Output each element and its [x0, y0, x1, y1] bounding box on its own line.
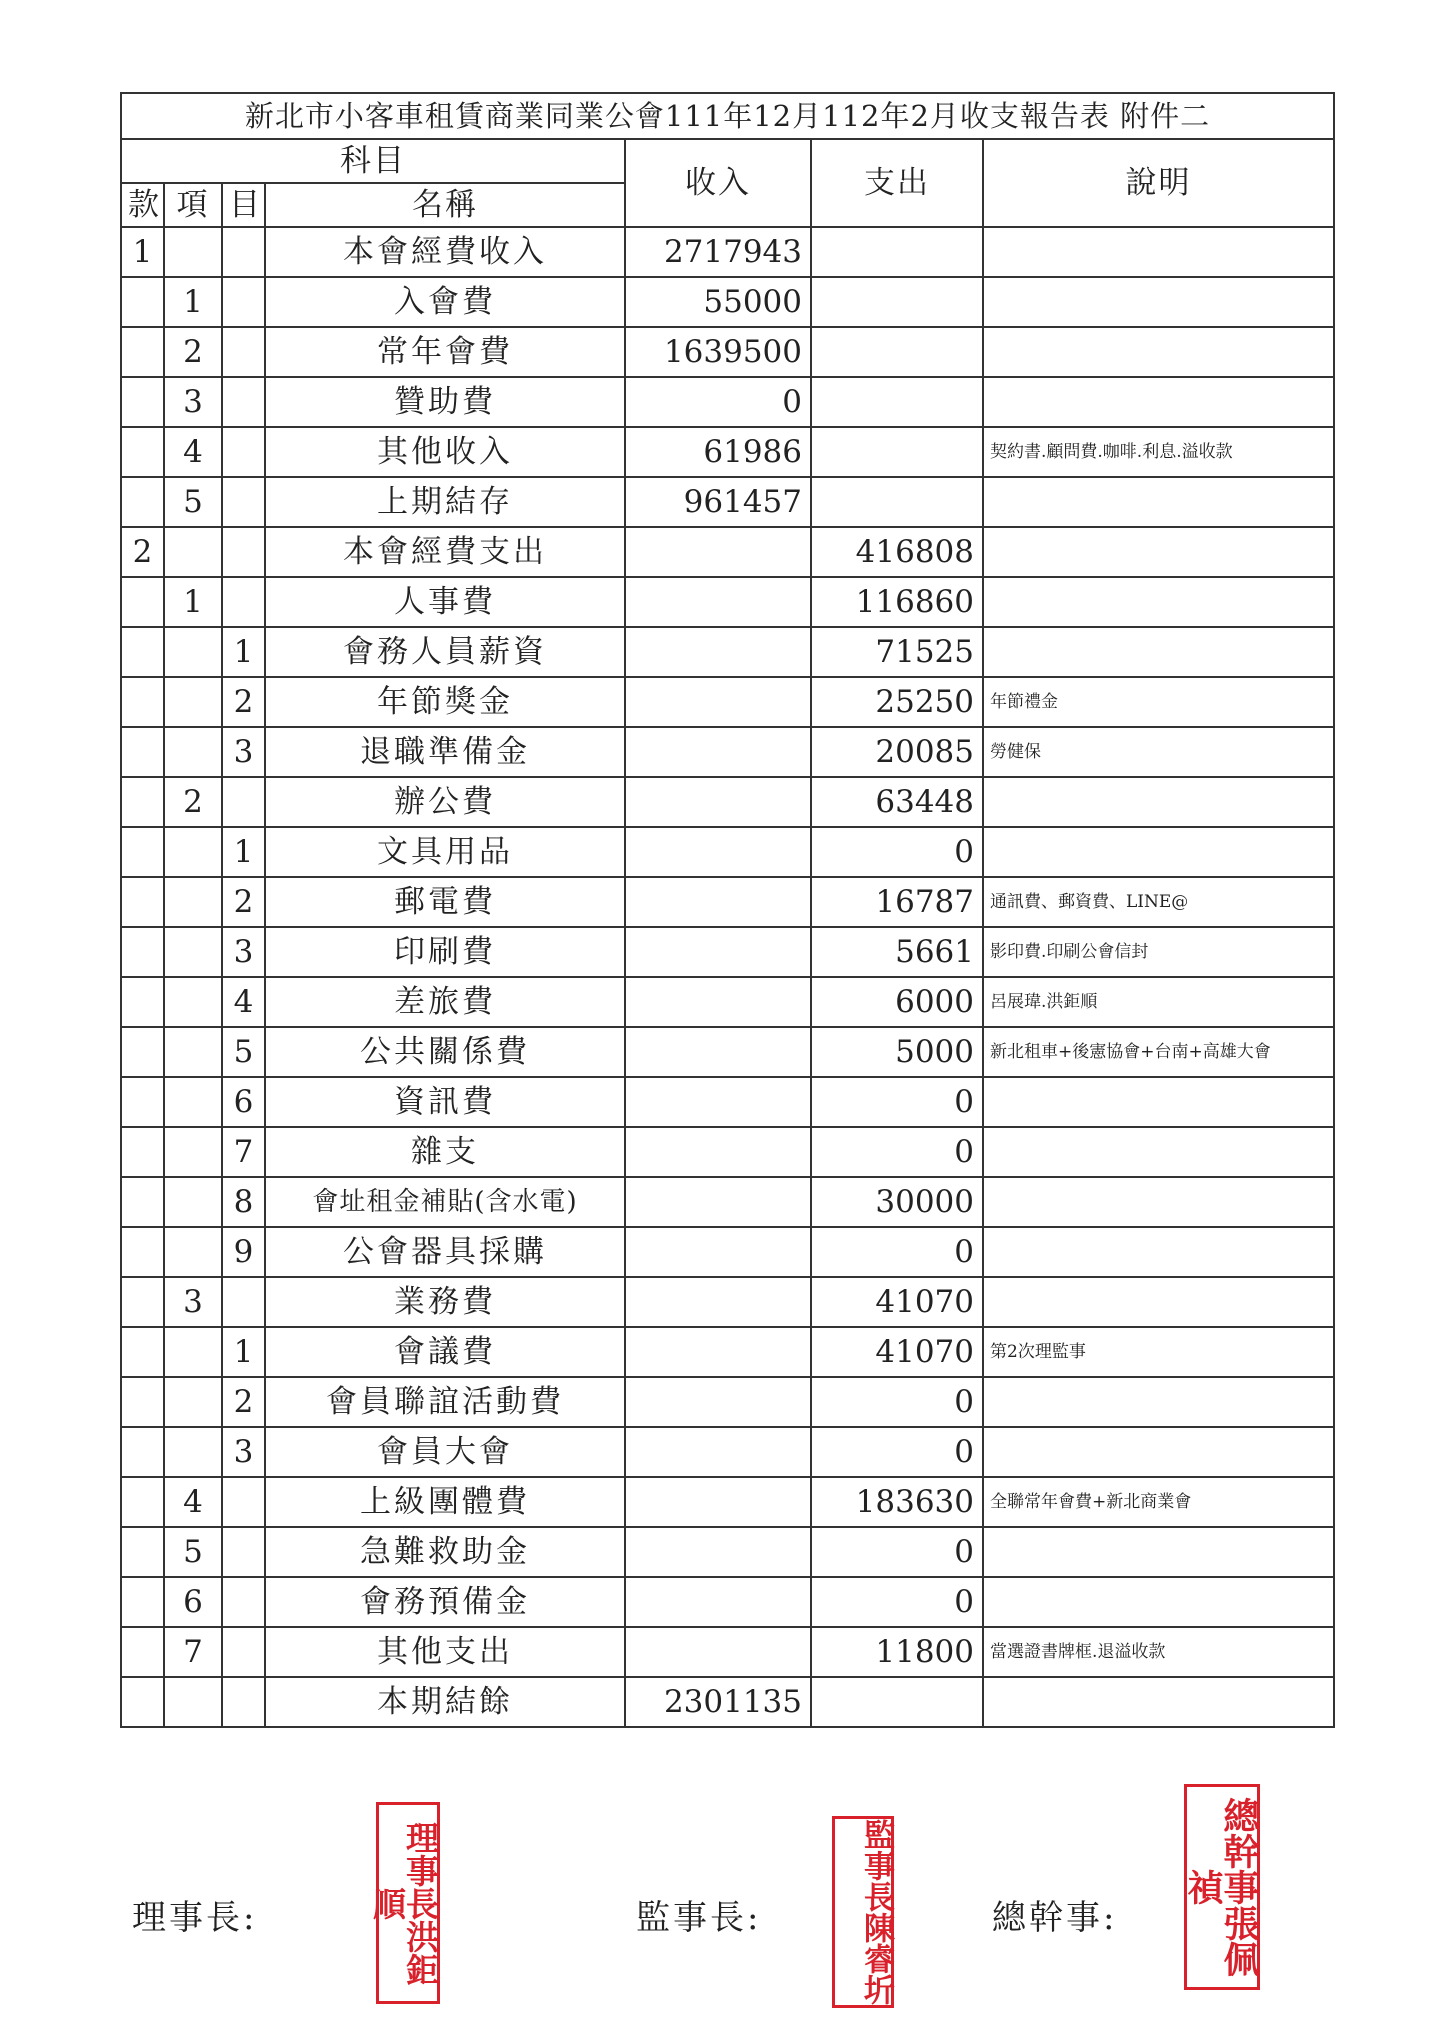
kuan-cell [121, 677, 164, 727]
note-cell [983, 277, 1334, 327]
income-cell [625, 627, 811, 677]
xiang-cell: 1 [164, 277, 222, 327]
table-row [121, 1427, 1334, 1477]
income-cell [625, 877, 811, 927]
table-row [121, 1277, 1334, 1327]
expense-cell: 0 [811, 1377, 983, 1427]
note-cell [983, 1377, 1334, 1427]
kuan-cell [121, 1527, 164, 1577]
note-cell [983, 477, 1334, 527]
kuan-cell [121, 627, 164, 677]
expense-cell: 71525 [811, 627, 983, 677]
kuan-cell [121, 1227, 164, 1277]
expense-cell: 0 [811, 1077, 983, 1127]
table-row [121, 727, 1334, 777]
note-cell [983, 1677, 1334, 1727]
table-row [121, 1377, 1334, 1427]
expense-cell: 11800 [811, 1627, 983, 1677]
mu-cell: 4 [222, 977, 265, 1027]
expense-cell [811, 227, 983, 277]
table-row [121, 577, 1334, 627]
note-cell: 新北租車+後憲協會+台南+高雄大會 [983, 1027, 1334, 1077]
income-cell [625, 1577, 811, 1627]
xiang-cell [164, 977, 222, 1027]
xiang-cell [164, 927, 222, 977]
expense-cell: 416808 [811, 527, 983, 577]
note-cell [983, 327, 1334, 377]
income-cell: 2717943 [625, 227, 811, 277]
xiang-cell [164, 227, 222, 277]
name-cell: 會員聯誼活動費 [265, 1377, 625, 1427]
expense-cell: 5000 [811, 1027, 983, 1077]
table-row [121, 1027, 1334, 1077]
kuan-cell [121, 1027, 164, 1077]
mu-cell: 9 [222, 1227, 265, 1277]
xiang-cell: 3 [164, 377, 222, 427]
expense-cell: 41070 [811, 1327, 983, 1377]
xiang-cell: 2 [164, 327, 222, 377]
mu-cell: 3 [222, 927, 265, 977]
xiang-cell [164, 1177, 222, 1227]
name-cell: 年節獎金 [265, 677, 625, 727]
note-cell [983, 527, 1334, 577]
table-row [121, 777, 1334, 827]
income-header: 收入 [625, 139, 811, 227]
income-cell [625, 1427, 811, 1477]
name-cell: 其他收入 [265, 427, 625, 477]
income-cell [625, 977, 811, 1027]
xiang-cell [164, 1077, 222, 1127]
expense-cell [811, 427, 983, 477]
xiang-cell: 4 [164, 1477, 222, 1527]
xiang-cell [164, 827, 222, 877]
mu-cell: 7 [222, 1127, 265, 1177]
income-cell: 961457 [625, 477, 811, 527]
name-cell: 其他支出 [265, 1627, 625, 1677]
name-cell: 急難救助金 [265, 1527, 625, 1577]
supervisor-stamp: 監事長陳睿圻 [832, 1816, 894, 2008]
xiang-cell: 1 [164, 577, 222, 627]
kuan-cell [121, 1677, 164, 1727]
name-cell: 郵電費 [265, 877, 625, 927]
kuan-cell [121, 827, 164, 877]
expense-cell: 5661 [811, 927, 983, 977]
note-cell [983, 1427, 1334, 1477]
income-cell [625, 1377, 811, 1427]
xiang-cell [164, 1327, 222, 1377]
note-cell [983, 1577, 1334, 1627]
expense-cell: 116860 [811, 577, 983, 627]
name-cell: 會址租金補貼(含水電) [265, 1177, 625, 1227]
expense-cell [811, 1677, 983, 1727]
name-cell: 辦公費 [265, 777, 625, 827]
mu-cell [222, 427, 265, 477]
income-cell: 61986 [625, 427, 811, 477]
name-cell: 入會費 [265, 277, 625, 327]
note-cell: 呂展瑋.洪鉅順 [983, 977, 1334, 1027]
income-cell [625, 1477, 811, 1527]
income-cell [625, 527, 811, 577]
name-cell: 本會經費支出 [265, 527, 625, 577]
mu-cell [222, 327, 265, 377]
table-row [121, 1327, 1334, 1377]
kuan-cell [121, 777, 164, 827]
kuan-cell [121, 1327, 164, 1377]
table-row [121, 1627, 1334, 1677]
note-cell [983, 1227, 1334, 1277]
table-row [121, 1077, 1334, 1127]
name-cell: 人事費 [265, 577, 625, 627]
note-header: 說明 [983, 139, 1334, 227]
expense-cell: 25250 [811, 677, 983, 727]
kuan-cell [121, 927, 164, 977]
xiang-cell [164, 727, 222, 777]
mu-header: 目 [222, 183, 265, 227]
note-cell [983, 1127, 1334, 1177]
name-cell: 業務費 [265, 1277, 625, 1327]
income-cell [625, 1227, 811, 1277]
table-row [121, 877, 1334, 927]
xiang-header: 項 [164, 183, 222, 227]
note-cell: 全聯常年會費+新北商業會 [983, 1477, 1334, 1527]
kuan-cell [121, 577, 164, 627]
supervisor-label: 監事長: [636, 1898, 762, 1938]
name-cell: 會員大會 [265, 1427, 625, 1477]
kuan-cell [121, 477, 164, 527]
table-row [121, 1527, 1334, 1577]
mu-cell [222, 477, 265, 527]
income-cell [625, 927, 811, 977]
table-row [121, 1127, 1334, 1177]
chairman-stamp: 理事長洪鉅順 [376, 1802, 440, 2004]
name-cell: 資訊費 [265, 1077, 625, 1127]
expense-cell: 0 [811, 1427, 983, 1477]
note-cell: 年節禮金 [983, 677, 1334, 727]
note-cell [983, 377, 1334, 427]
chairman-label: 理事長: [132, 1898, 258, 1938]
xiang-cell [164, 1427, 222, 1477]
secretary-stamp: 總幹事張佩禎 [1184, 1784, 1260, 1990]
income-cell [625, 1527, 811, 1577]
table-row [121, 327, 1334, 377]
name-cell: 贊助費 [265, 377, 625, 427]
income-cell: 55000 [625, 277, 811, 327]
mu-cell: 1 [222, 827, 265, 877]
expense-cell: 16787 [811, 877, 983, 927]
income-cell [625, 1027, 811, 1077]
xiang-cell [164, 1027, 222, 1077]
mu-cell: 8 [222, 1177, 265, 1227]
xiang-cell [164, 877, 222, 927]
mu-cell [222, 1277, 265, 1327]
kuan-cell [121, 977, 164, 1027]
kuan-cell [121, 1577, 164, 1627]
expense-header: 支出 [811, 139, 983, 227]
kuan-cell [121, 727, 164, 777]
name-header: 名稱 [265, 183, 625, 227]
kuan-cell [121, 1377, 164, 1427]
income-cell [625, 1277, 811, 1327]
note-cell [983, 1077, 1334, 1127]
expense-cell: 30000 [811, 1177, 983, 1227]
expense-cell: 0 [811, 827, 983, 877]
xiang-cell [164, 677, 222, 727]
mu-cell [222, 1627, 265, 1677]
table-row [121, 377, 1334, 427]
note-cell: 契約書.顧問費.咖啡.利息.溢收款 [983, 427, 1334, 477]
income-cell [625, 1177, 811, 1227]
mu-cell: 2 [222, 877, 265, 927]
mu-cell: 6 [222, 1077, 265, 1127]
kuan-cell [121, 1127, 164, 1177]
name-cell: 退職準備金 [265, 727, 625, 777]
income-cell [625, 1327, 811, 1377]
kuan-cell: 1 [121, 227, 164, 277]
xiang-cell [164, 627, 222, 677]
kuan-cell [121, 1477, 164, 1527]
note-cell: 通訊費、郵資費、LINE@ [983, 877, 1334, 927]
mu-cell [222, 1527, 265, 1577]
note-cell [983, 627, 1334, 677]
name-cell: 文具用品 [265, 827, 625, 877]
table-row [121, 1477, 1334, 1527]
income-cell: 2301135 [625, 1677, 811, 1727]
expense-cell [811, 327, 983, 377]
kuan-cell [121, 1627, 164, 1677]
kuan-cell [121, 377, 164, 427]
table-row [121, 227, 1334, 277]
name-cell: 公會器具採購 [265, 1227, 625, 1277]
income-cell [625, 1077, 811, 1127]
expense-cell: 0 [811, 1227, 983, 1277]
mu-cell [222, 777, 265, 827]
table-row [121, 677, 1334, 727]
table-row [121, 1577, 1334, 1627]
kuan-cell: 2 [121, 527, 164, 577]
kuan-cell [121, 877, 164, 927]
xiang-cell [164, 1227, 222, 1277]
finance-report-table [120, 92, 1335, 1728]
xiang-cell: 6 [164, 1577, 222, 1627]
mu-cell: 2 [222, 677, 265, 727]
name-cell: 差旅費 [265, 977, 625, 1027]
kuan-cell [121, 427, 164, 477]
table-row [121, 427, 1334, 477]
name-cell: 本會經費收入 [265, 227, 625, 277]
table-row [121, 927, 1334, 977]
mu-cell [222, 1577, 265, 1627]
table-row [121, 277, 1334, 327]
income-cell [625, 1127, 811, 1177]
table-row [121, 1227, 1334, 1277]
expense-cell: 6000 [811, 977, 983, 1027]
name-cell: 上級團體費 [265, 1477, 625, 1527]
expense-cell: 63448 [811, 777, 983, 827]
expense-cell: 183630 [811, 1477, 983, 1527]
table-row [121, 527, 1334, 577]
kuan-cell [121, 1277, 164, 1327]
mu-cell: 2 [222, 1377, 265, 1427]
income-cell [625, 1627, 811, 1677]
report-title: 新北市小客車租賃商業同業公會111年12月112年2月收支報告表 附件二 [121, 93, 1334, 139]
mu-cell [222, 227, 265, 277]
note-cell [983, 227, 1334, 277]
note-cell [983, 577, 1334, 627]
expense-cell [811, 277, 983, 327]
expense-cell: 0 [811, 1577, 983, 1627]
note-cell [983, 777, 1334, 827]
name-cell: 上期結存 [265, 477, 625, 527]
kuan-cell [121, 1177, 164, 1227]
note-cell [983, 1527, 1334, 1577]
income-cell [625, 727, 811, 777]
subject-header: 科目 [121, 139, 625, 183]
note-cell: 第2次理監事 [983, 1327, 1334, 1377]
income-cell [625, 577, 811, 627]
table-row [121, 1677, 1334, 1727]
xiang-cell [164, 1377, 222, 1427]
table-row [121, 1177, 1334, 1227]
note-cell [983, 1177, 1334, 1227]
expense-cell [811, 477, 983, 527]
mu-cell [222, 577, 265, 627]
kuan-cell [121, 327, 164, 377]
expense-cell: 0 [811, 1127, 983, 1177]
table-row [121, 827, 1334, 877]
table-row [121, 477, 1334, 527]
mu-cell [222, 527, 265, 577]
mu-cell: 3 [222, 727, 265, 777]
name-cell: 本期結餘 [265, 1677, 625, 1727]
kuan-header: 款 [121, 183, 164, 227]
note-cell: 影印費.印刷公會信封 [983, 927, 1334, 977]
note-cell: 當選證書牌框.退溢收款 [983, 1627, 1334, 1677]
kuan-cell [121, 1077, 164, 1127]
expense-cell: 0 [811, 1527, 983, 1577]
mu-cell: 1 [222, 1327, 265, 1377]
xiang-cell [164, 1677, 222, 1727]
expense-cell: 41070 [811, 1277, 983, 1327]
secretary-label: 總幹事: [992, 1898, 1118, 1938]
income-cell [625, 777, 811, 827]
expense-cell [811, 377, 983, 427]
xiang-cell: 3 [164, 1277, 222, 1327]
xiang-cell: 4 [164, 427, 222, 477]
mu-cell [222, 1677, 265, 1727]
mu-cell [222, 277, 265, 327]
income-cell: 0 [625, 377, 811, 427]
mu-cell [222, 377, 265, 427]
note-cell: 勞健保 [983, 727, 1334, 777]
name-cell: 印刷費 [265, 927, 625, 977]
income-cell: 1639500 [625, 327, 811, 377]
xiang-cell [164, 1127, 222, 1177]
name-cell: 會務預備金 [265, 1577, 625, 1627]
expense-cell: 20085 [811, 727, 983, 777]
mu-cell [222, 1477, 265, 1527]
name-cell: 雜支 [265, 1127, 625, 1177]
xiang-cell [164, 527, 222, 577]
table-row [121, 977, 1334, 1027]
kuan-cell [121, 277, 164, 327]
mu-cell: 1 [222, 627, 265, 677]
mu-cell: 5 [222, 1027, 265, 1077]
name-cell: 會議費 [265, 1327, 625, 1377]
income-cell [625, 677, 811, 727]
name-cell: 常年會費 [265, 327, 625, 377]
income-cell [625, 827, 811, 877]
xiang-cell: 5 [164, 477, 222, 527]
name-cell: 會務人員薪資 [265, 627, 625, 677]
note-cell [983, 827, 1334, 877]
mu-cell: 3 [222, 1427, 265, 1477]
table-row [121, 627, 1334, 677]
note-cell [983, 1277, 1334, 1327]
xiang-cell: 5 [164, 1527, 222, 1577]
name-cell: 公共關係費 [265, 1027, 625, 1077]
kuan-cell [121, 1427, 164, 1477]
xiang-cell: 2 [164, 777, 222, 827]
xiang-cell: 7 [164, 1627, 222, 1677]
